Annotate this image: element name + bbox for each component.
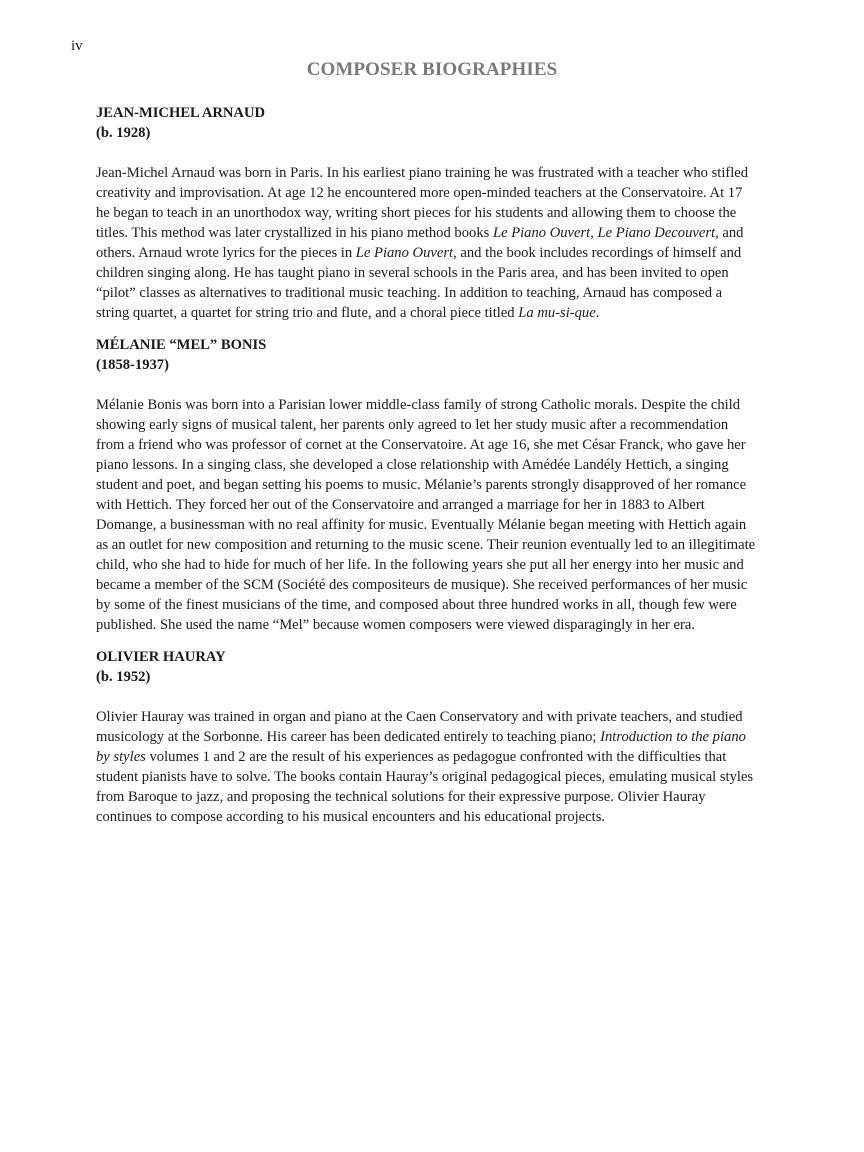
piece-title: La mu-si-que [518,305,596,321]
text-segment: Olivier Hauray was trained in organ and piano at the Caen Conservatory and with private teachers, and studied musicology at the Sorbonne. His career has been dedicated entirely to teaching piano; [96,709,743,745]
text-segment: , and others. Arnaud wrote lyrics for the pieces in [96,225,744,261]
composer-name: JEAN-MICHEL ARNAUD [96,105,266,121]
book-title: Le Piano Ouvert [355,245,454,261]
book-title: Le Piano Ouvert [492,225,591,241]
composer-dates: (1858-1937) [96,357,169,373]
text-segment: volumes 1 and 2 are the result of his experiences as pedagogue confronted with the difficulties that student pianists have to solve. The books contain Hauray’s original pedagogical pieces, emulating musical styles from Baroque to jazz, and proposing the technical solutions for their expressive purpose. Olivier Hauray continues to compose according to his musical encounters and his educational projects. [96,749,754,825]
biography-paragraph [96,707,756,827]
composer-dates: (b. 1928) [96,125,151,141]
text-segment: Jean-Michel Arnaud was born in Paris. In his earliest piano training he was frustrated with a teacher who stifled creativity and improvisation. At age 12 he encountered more open-minded teachers at the Conservatoire. At 17 he began to teach in an unorthodox way, writing short pieces for his students and allowing them to choose the titles. This method was later crystallized in his piano method books [96,165,749,241]
composer-name: MÉLANIE “MEL” BONIS [96,337,267,353]
biography-paragraph [96,163,756,323]
book-title: Introduction to the piano by styles [96,729,746,765]
composer-name: OLIVIER HAURAY [96,649,226,665]
biographies-content [96,103,756,839]
text-segment: , and the book includes recordings of himself and children singing along. He has taught piano in several schools in the Paris area, and has been invited to open “pilot” classes as alternatives to traditional music teaching. In addition to teaching, Arnaud has composed a string quartet, a quartet for string trio and flute, and a choral piece titled [96,245,742,321]
book-title: Le Piano Decouvert [597,225,716,241]
bio-bonis [96,335,756,635]
page-title: COMPOSER BIOGRAPHIES [306,59,558,80]
bio-arnaud [96,103,756,323]
text-segment: . [595,305,600,321]
text-segment: , [590,225,598,241]
biography-paragraph [96,395,756,635]
bio-hauray [96,647,756,827]
text-segment: Mélanie Bonis was born into a Parisian lower middle-class family of strong Catholic morals. Despite the child showing early signs of musical talent, her parents only agreed to let her study music after a recommendation from a friend who was professor of cornet at the Conservatoire. At age 16, she met César Franck, who gave her piano lessons. In a singing class, she developed a close relationship with Amédée Landély Hettich, a singing student and poet, and began setting his poems to music. Mélanie’s parents strongly disapproved of her romance with Hettich. They forced her out of the Conservatoire and arranged a marriage for her in 1883 to Albert Domange, a businessman with no real affinity for music. Eventually Mélanie began meeting with Hettich again as an outlet for new composition and returning to the music scene. Their reunion eventually led to an illegitimate child, who she had to hide for much of her life. In the following years she put all her energy into her music and became a member of the SCM (Société des compositeurs de musique). She received performances of her music by some of the finest musicians of the time, and composed about three hundred works in all, though few were published. She used the name “Mel” because women composers were viewed disparagingly in her era. [96,397,756,633]
composer-dates: (b. 1952) [96,669,151,685]
page-number: iv [71,38,83,54]
